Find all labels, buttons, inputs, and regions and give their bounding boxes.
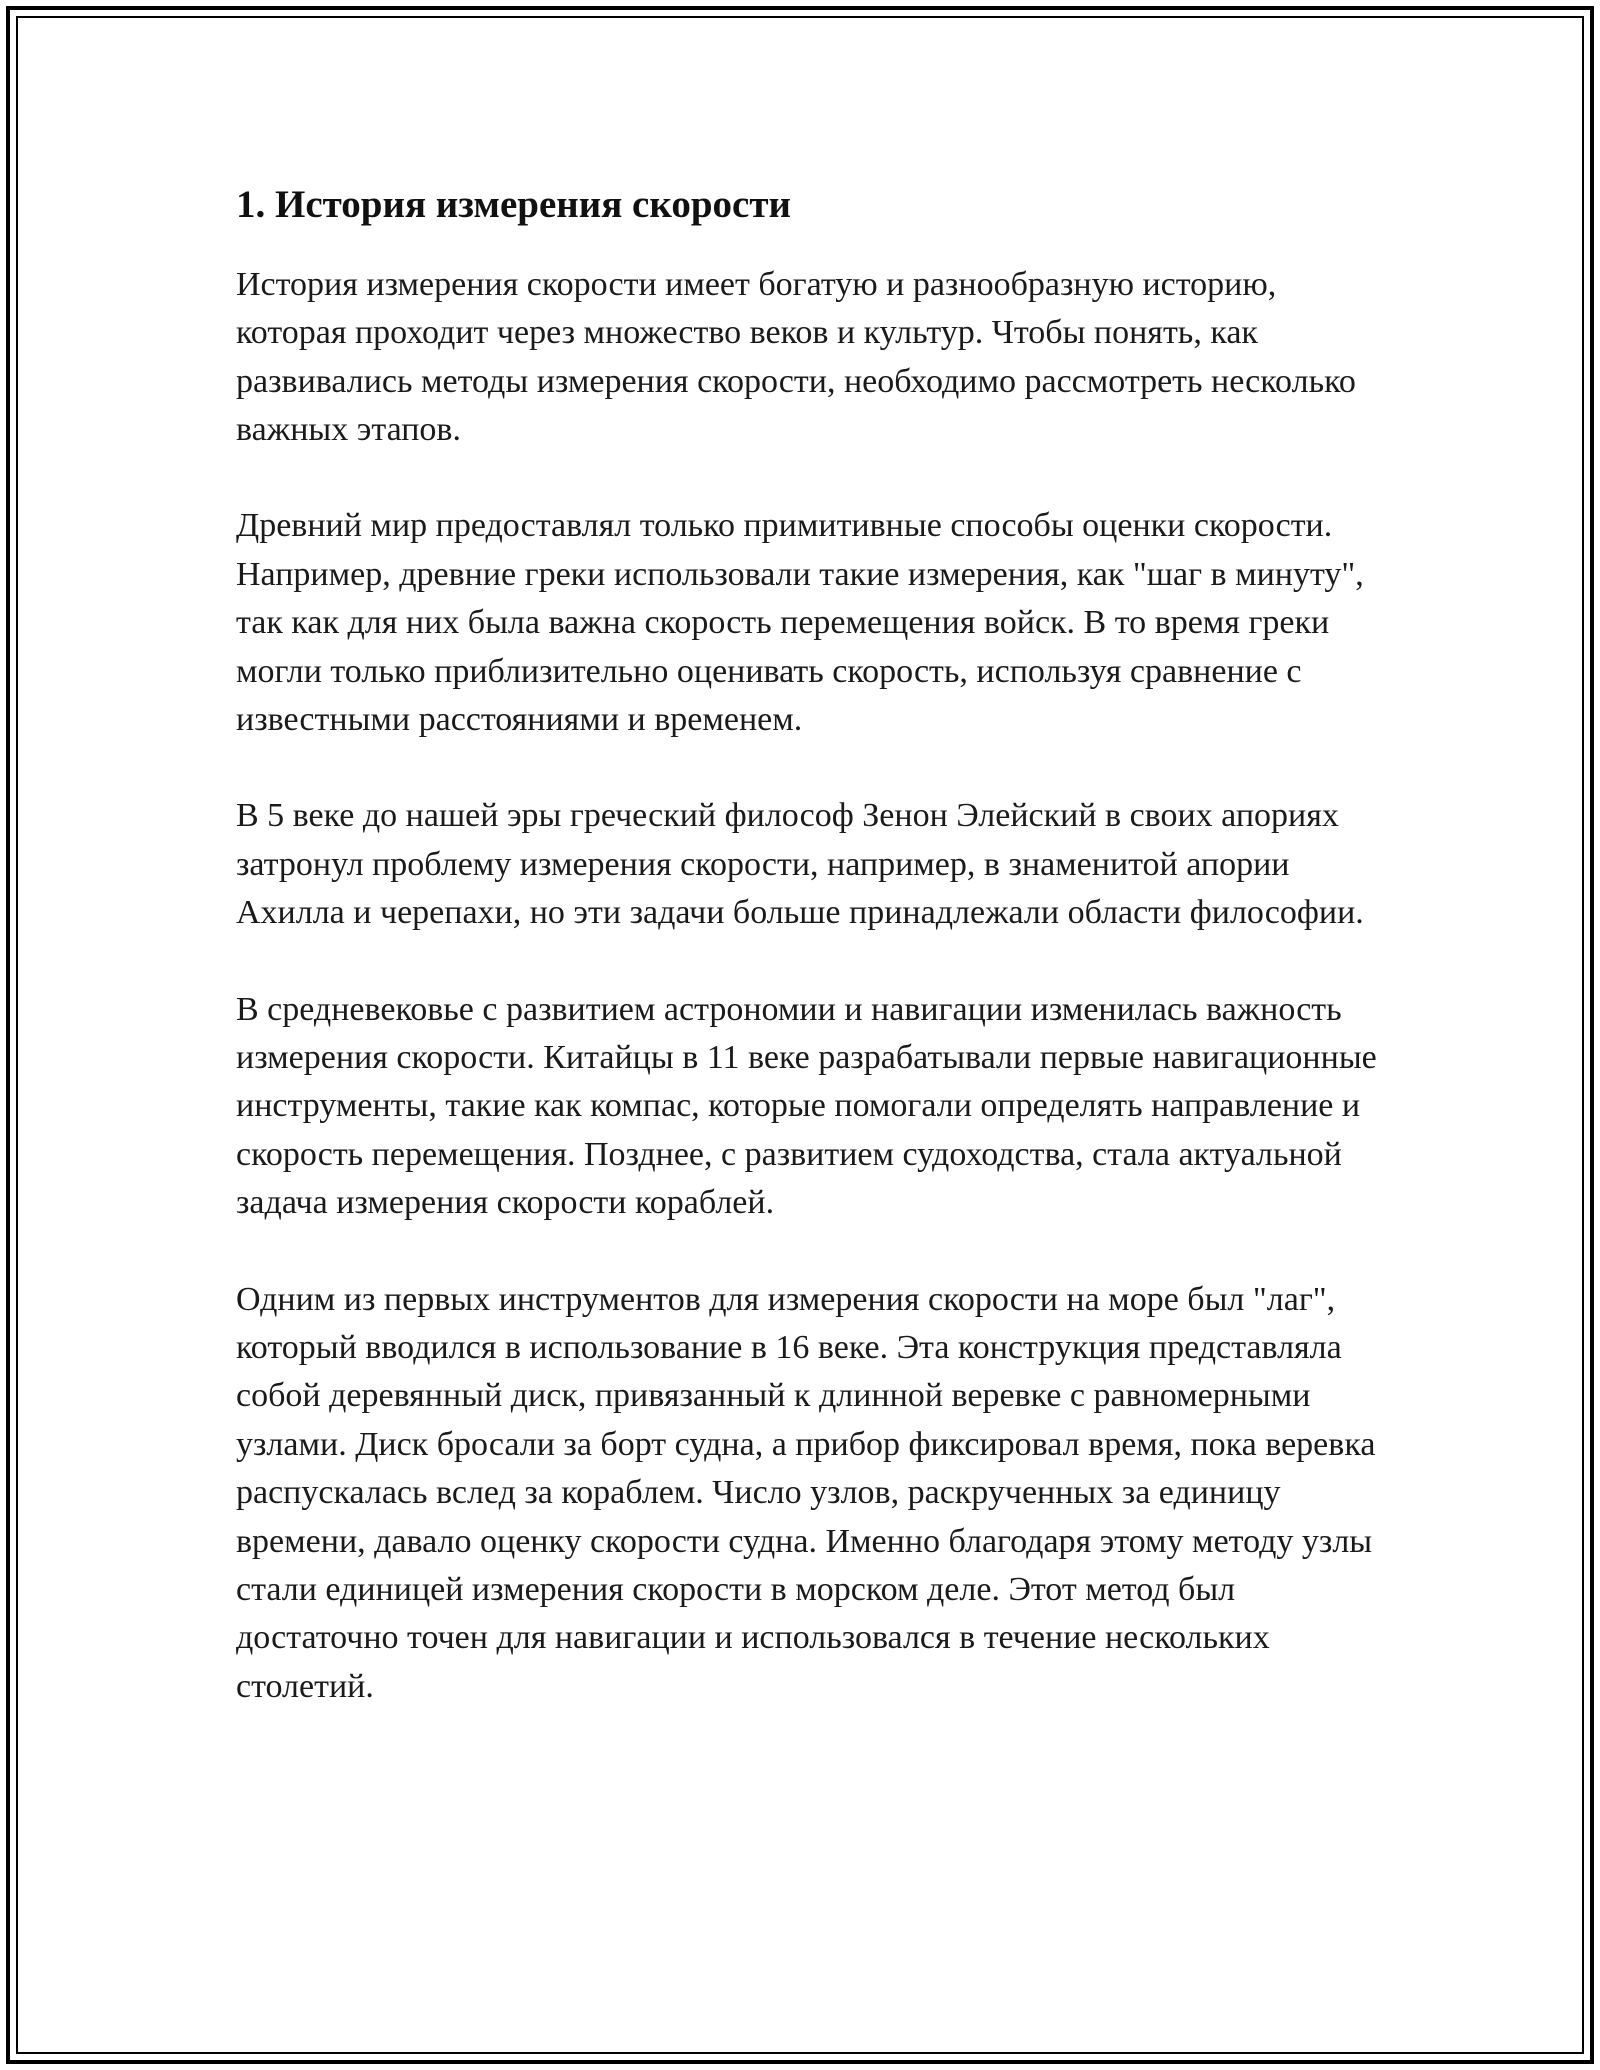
- paragraph-1: История измерения скорости имеет богатую и разнообразную историю, которая проходит через множество веков и культур. Чтобы понять, как развивались методы измерения скорости, необходимо рассмотреть несколько важных этапов.: [236, 265, 1356, 448]
- section-heading: 1. История измерения скорости: [236, 183, 791, 226]
- paragraph-4: В средневековье с развитием астрономии и навигации изменилась важность измерения скорости. Китайцы в 11 веке разрабатывали первые навигационные инструменты, такие как компас, которые помогали определять направление и скорость перемещения. Позднее, с развитием судоходства, стала актуальной задача измерения скорости кораблей.: [236, 990, 1377, 1222]
- paragraph-5: Одним из первых инструментов для измерения скорости на море был "лаг", который вводился в использование в 16 веке. Эта конструкция представляла собой деревянный диск, привязанный к длинной веревке с равномерными узлами. Диск бросали за борт судна, а прибор фиксировал время, пока веревка распускалась вслед за кораблем. Число узлов, раскрученных за единицу времени, давало оценку скорости судна. Именно благодаря этому методу узлы стали единицей измерения скорости в морском деле. Этот метод был достаточно точен для навигации и использовался в течение нескольких столетий.: [236, 1280, 1376, 1705]
- paragraph-3: В 5 веке до нашей эры греческий философ Зенон Элейский в своих апориях затронул проблему измерения скорости, например, в знаменитой апории Ахилла и черепахи, но эти задачи больше принадлежали области философии.: [236, 797, 1364, 932]
- document-body: [236, 180, 1386, 1759]
- paragraph-2: Древний мир предоставлял только примитивные способы оценки скорости. Например, древние греки использовали такие измерения, как "шаг в минуту", так как для них была важна скорость перемещения войск. В то время греки могли только приблизительно оценивать скорость, используя сравнение с известными расстояниями и временем.: [236, 507, 1364, 738]
